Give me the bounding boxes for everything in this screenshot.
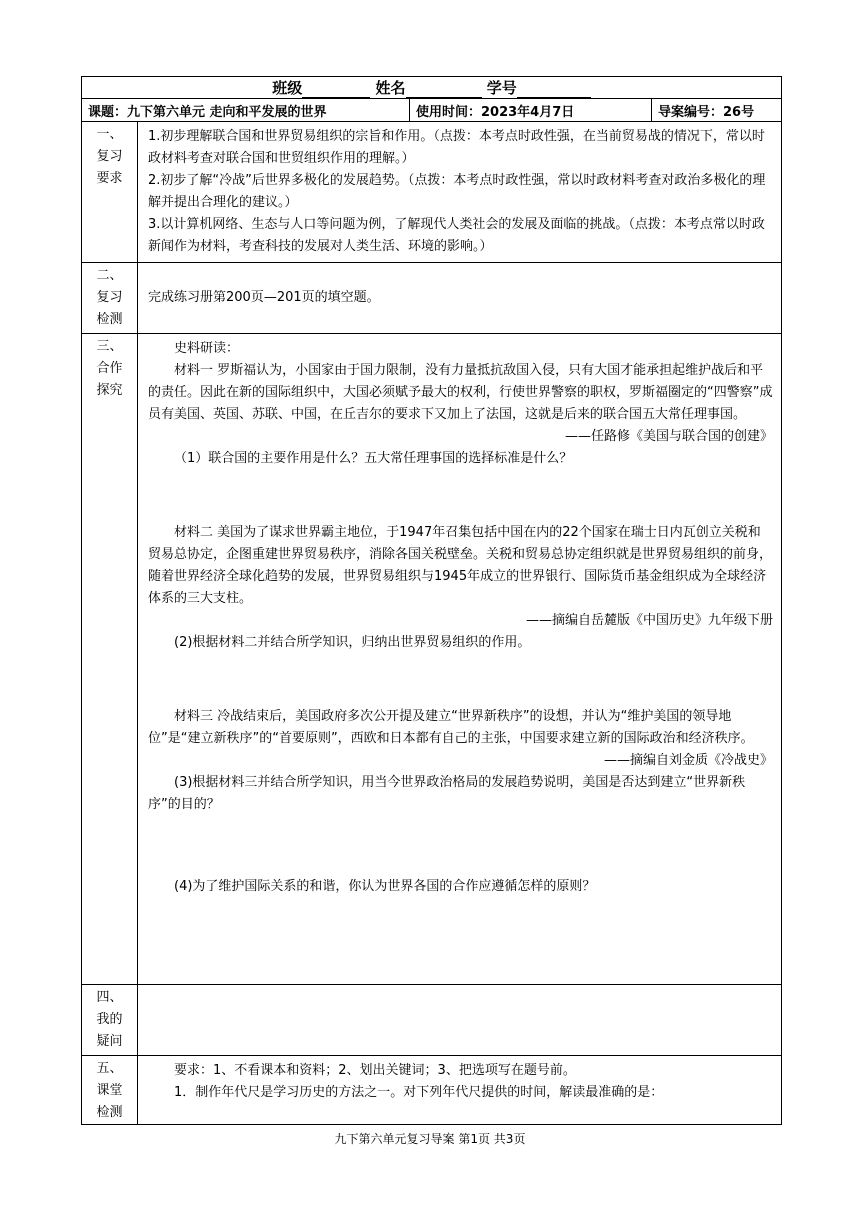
requirement-item: 1.初步理解联合国和世界贸易组织的宗旨和作用。（点拨：本考点时政性强，在当前贸易战的情况下，常以时政材料考查对联合国和世贸组织作用的理解。） [148, 129, 765, 166]
my-questions-space[interactable] [138, 985, 782, 1056]
question-2: (2)根据材料二并结合所学知识，归纳出世界贸易组织的作用。 [174, 635, 531, 650]
material-one: 材料一 罗斯福认为，小国家由于国力限制，没有力量抵抗敌国入侵，只有大国才能承担起维护战后和平的责任。因此在新的国际组织中，大国必须赋予最大的权利，行使世界警察的职权，罗斯福圈定的“四警察”成员有美国、英国、苏联、中国，在丘吉尔的要求下又加上了法国，这就是后来的联合国五大常任理事国。 [148, 363, 773, 422]
topic: 课题：九下第六单元 走向和平发展的世界 [82, 99, 410, 122]
material-two: 材料二 美国为了谋求世界霸主地位，于1947年召集包括中国在内的22个国家在瑞士日内瓦创立关税和贸易总协定，企图重建世界贸易秩序，消除各国关税壁垒。关税和贸易总协定组织就是世界贸易组织的前身，随着世界经济全球化趋势的发展，世界贸易组织与1945年成立的世界银行、国际货币基金组织成为全球经济体系的三大支柱。 [148, 525, 773, 606]
section-label: 五、 课堂 检测 [82, 1056, 138, 1125]
section-label: 一、 复习 要求 [82, 122, 138, 263]
section-review-check [82, 263, 782, 334]
historical-material-heading: 史料研读： [174, 341, 240, 356]
section-review-requirements [82, 122, 782, 263]
material-two-source: ——摘编自岳麓版《中国历史》九年级下册 [526, 613, 774, 628]
answer-space[interactable] [148, 816, 773, 876]
guide-number: 导案编号：26号 [652, 99, 782, 122]
use-date: 使用时间：2023年4月7日 [410, 99, 652, 122]
class-field[interactable] [302, 82, 370, 98]
question-3: (3)根据材料三并结合所学知识，用当今世界政治格局的发展趋势说明，美国是否达到建立“世界新秩序”的目的？ [148, 775, 746, 812]
requirement-item: 2.初步了解“冷战”后世界多极化的发展趋势。（点拨：本考点时政性强，常以时政材料考查对政治多极化的理解并提出合理化的建议。） [148, 173, 766, 210]
material-three: 材料三 冷战结束后，美国政府多次公开提及建立“世界新秩序”的设想，并认为“维护美国的领导地位”是“建立新秩序”的“首要原则”，西欧和日本都有自己的主张，中国要求建立新的国际政治和经济秩序。 [148, 709, 754, 746]
answer-space[interactable] [148, 654, 773, 706]
section-my-questions [82, 985, 782, 1056]
page-footer: 九下第六单元复习导案 第1页 共3页 [334, 1132, 526, 1146]
section-content [138, 1056, 782, 1125]
meta-row [82, 99, 782, 122]
section-content [138, 263, 782, 334]
section-content [138, 334, 782, 985]
requirement-item: 3.以计算机网络、生态与人口等问题为例，了解现代人类社会的发展及面临的挑战。（点拨：本考点常以时政新闻作为材料，考查科技的发展对人类生活、环境的影响。） [148, 217, 765, 254]
answer-space[interactable] [148, 470, 773, 522]
id-label: 学号 [486, 79, 517, 97]
section-label: 三、 合作 探究 [82, 334, 138, 985]
question-1: （1）联合国的主要作用是什么？五大常任理事国的选择标准是什么？ [174, 451, 573, 466]
test-requirements: 要求：1、不看课本和资料；2、划出关键词；3、把选项写在题号前。 [174, 1063, 576, 1078]
material-one-source: ——任路修《美国与联合国的创建》 [565, 429, 774, 444]
id-field[interactable] [517, 82, 591, 98]
worksheet [81, 76, 781, 1125]
material-three-source: ——摘编自刘金质《冷战史》 [604, 753, 774, 768]
section-label: 四、 我的 疑问 [82, 985, 138, 1056]
test-question-1: 1．制作年代尺是学习历史的方法之一。对下列年代尺提供的时间，解读最准确的是： [174, 1085, 664, 1100]
section-cooperative-inquiry [82, 334, 782, 985]
section-label: 二、 复习 检测 [82, 263, 138, 334]
worksheet-table [81, 76, 782, 1125]
student-info-row [82, 77, 782, 99]
section-content [138, 122, 782, 263]
review-check-text: 完成练习册第200页—201页的填空题。 [148, 290, 380, 305]
section-class-test [82, 1056, 782, 1125]
name-field[interactable] [406, 82, 482, 98]
name-label: 姓名 [375, 79, 406, 97]
class-label: 班级 [272, 79, 303, 97]
question-4: (4)为了维护国际关系的和谐，你认为世界各国的合作应遵循怎样的原则？ [174, 879, 596, 894]
